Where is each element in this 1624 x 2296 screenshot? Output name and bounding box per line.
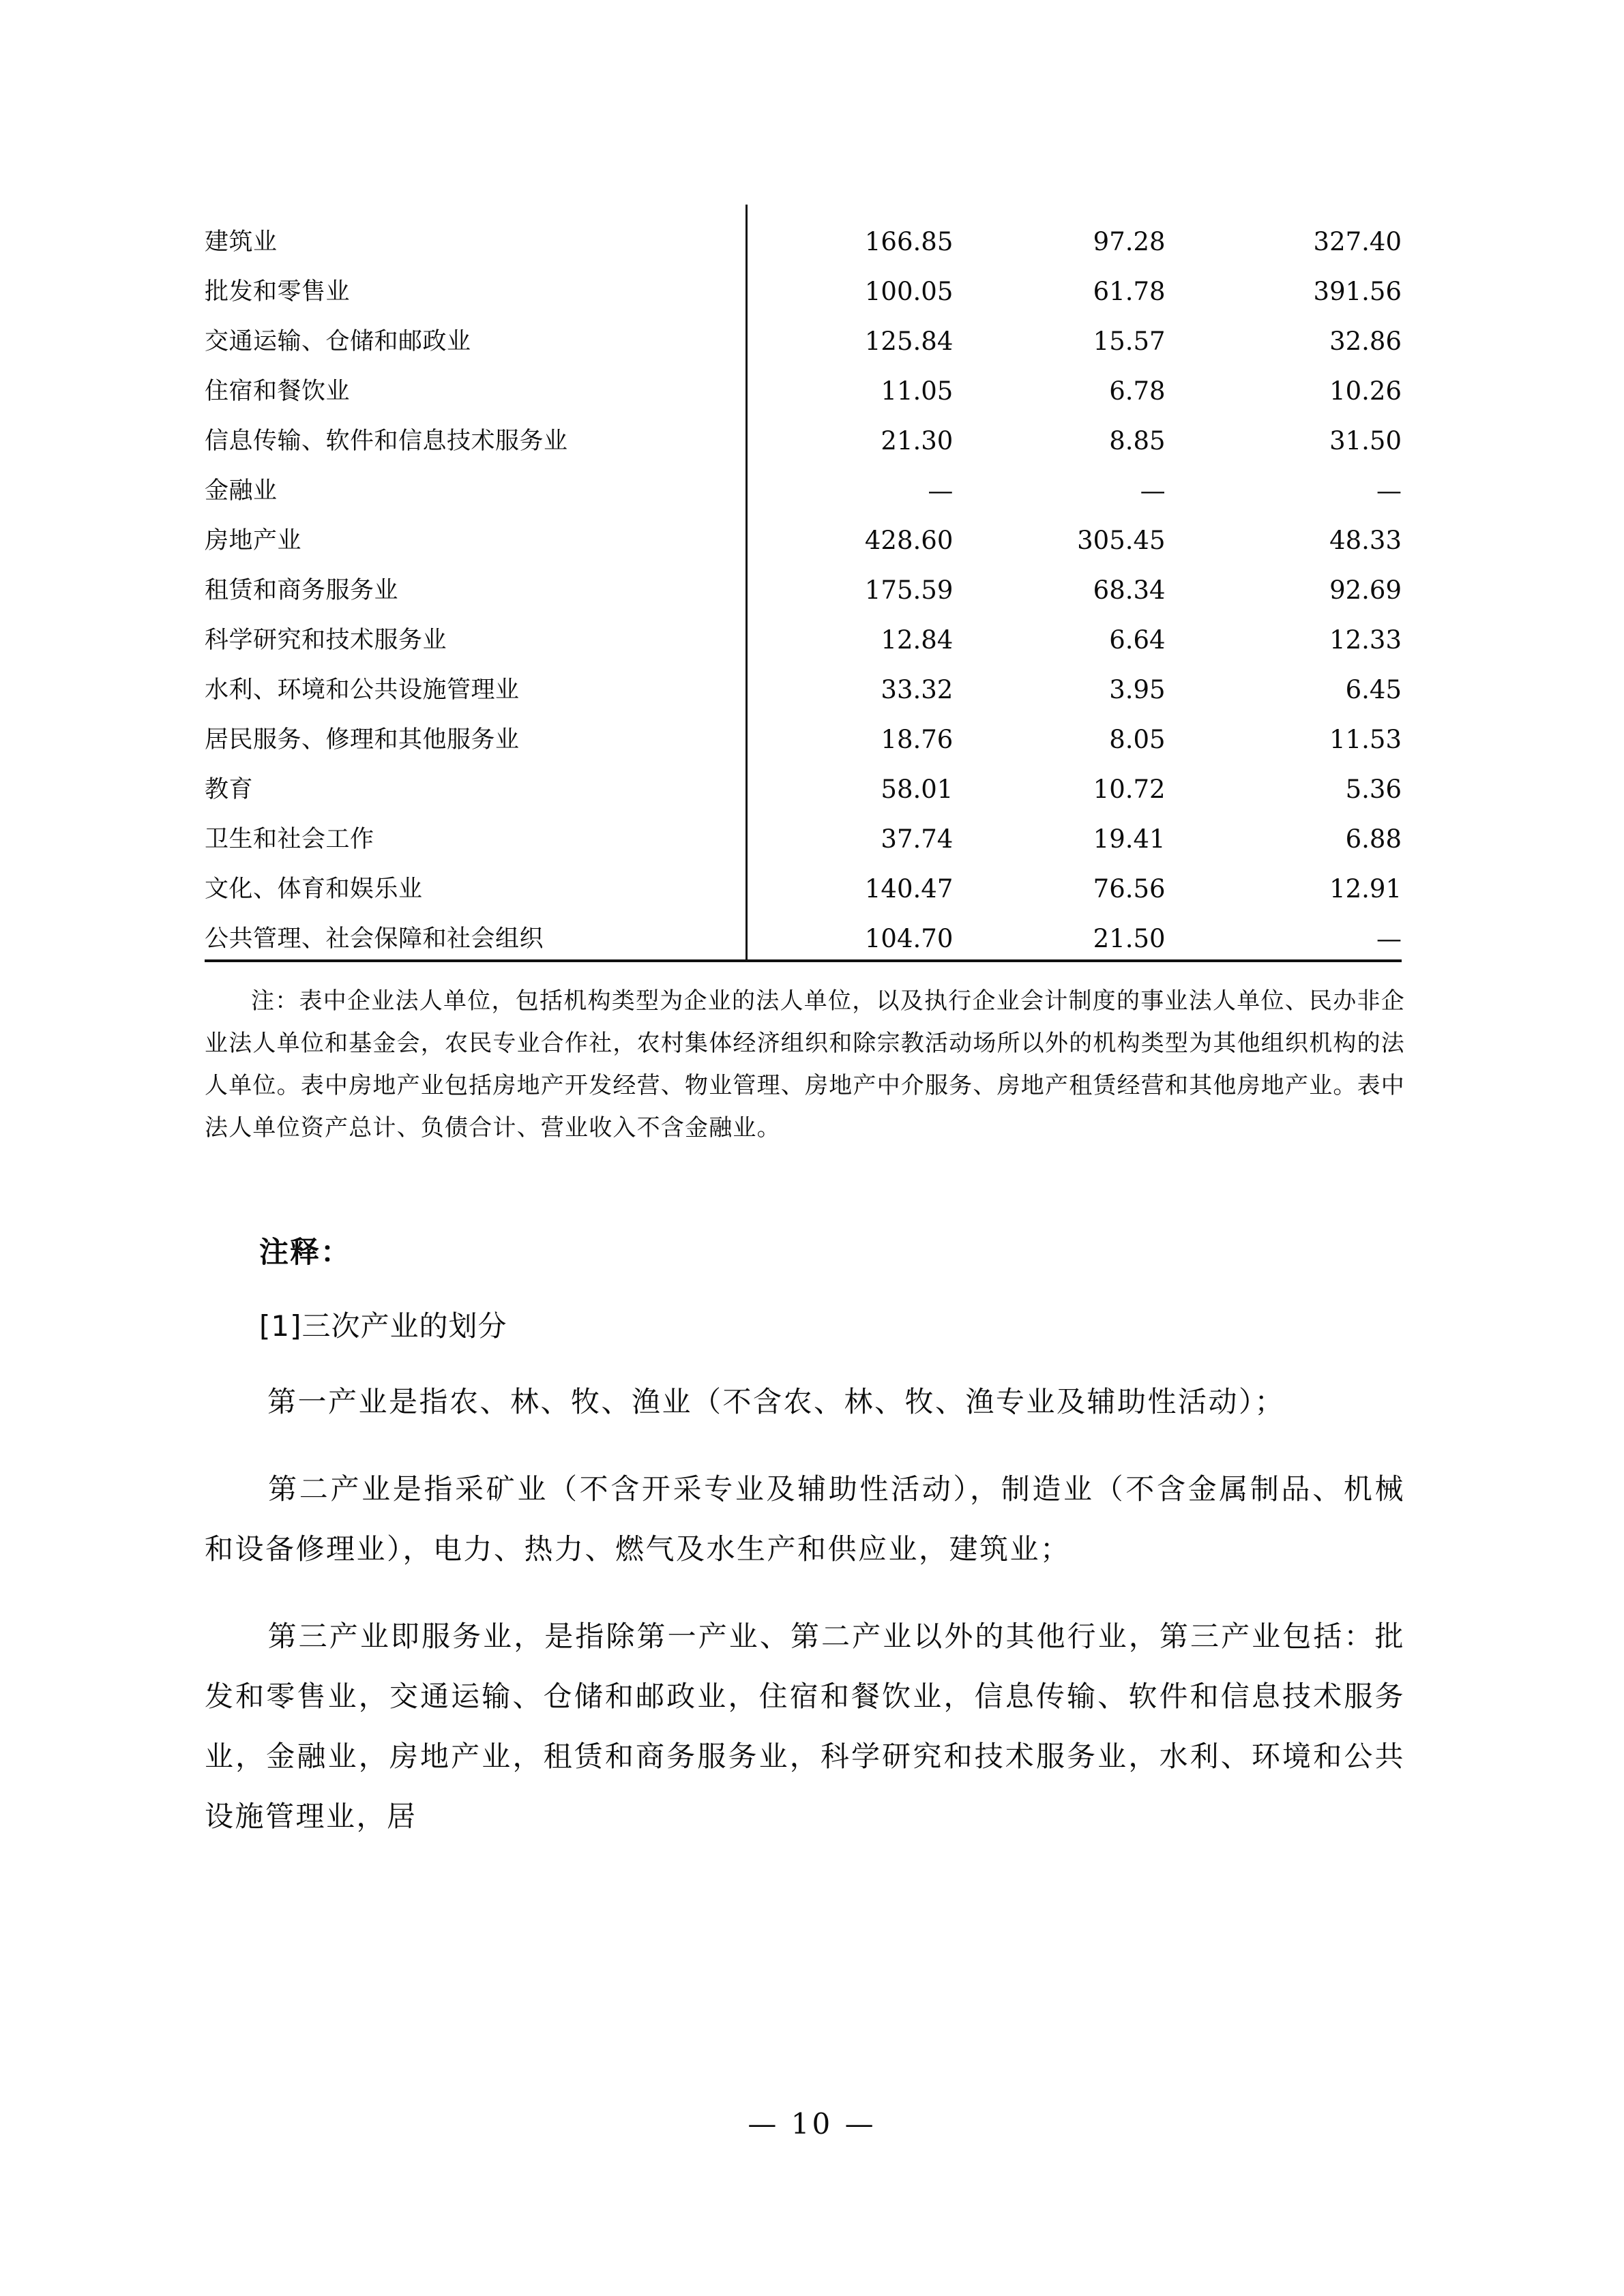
table-row: [205, 553, 1402, 603]
row-value-assets: 58.01: [881, 775, 954, 804]
page-content: [205, 205, 1426, 1847]
annotation-paragraph-secondary: [205, 1459, 1405, 1579]
table-row: [205, 653, 1402, 702]
note-text: 注：表中企业法人单位，包括机构类型为企业的法人单位，以及执行企业会计制度的事业法人单位、民办非企业法人单位和基金会，农民专业合作社，农村集体经济组织和除宗教活动场所以外的机构类型为其他组织机构的法人单位。表中房地产业包括房地产开发经营、物业管理、房地产中介服务、房地产租赁经营和其他房地产业。表中法人单位资产总计、负债合计、营业收入不含金融业。: [205, 987, 1405, 1142]
row-label: 居民服务、修理和其他服务业: [205, 702, 747, 752]
row-label: 住宿和餐饮业: [205, 354, 747, 404]
row-value-liabilities: 21.50: [1093, 924, 1166, 953]
table-row: [205, 702, 1402, 752]
row-value-assets: 11.05: [881, 376, 954, 406]
paragraph-text: 第一产业是指农、林、牧、渔业（不含农、林、牧、渔专业及辅助性活动）；: [267, 1385, 1286, 1418]
row-label: 信息传输、软件和信息技术服务业: [205, 404, 747, 453]
annotations-heading: 注释：: [259, 1236, 351, 1270]
row-value-liabilities: 15.57: [1093, 327, 1166, 356]
row-value-liabilities: 76.56: [1093, 874, 1166, 904]
row-value-liabilities: 10.72: [1093, 775, 1166, 804]
table-bottom-rule: [205, 959, 1402, 962]
row-label: 卫生和社会工作: [205, 802, 747, 852]
row-value-assets: 140.47: [864, 874, 954, 904]
table-row: [205, 901, 1402, 959]
page-number: — 10 —: [748, 2107, 876, 2141]
row-value-revenue: 6.88: [1345, 824, 1402, 854]
row-value-assets: 37.74: [881, 824, 954, 854]
table-row: [205, 354, 1402, 404]
annotation-item-title: [1]三次产业的划分: [259, 1309, 507, 1343]
row-value-assets: 175.59: [864, 576, 954, 605]
table-row: [205, 453, 1402, 503]
row-label: 交通运输、仓储和邮政业: [205, 304, 747, 354]
row-value-liabilities: 97.28: [1093, 227, 1166, 256]
row-label: 公共管理、社会保障和社会组织: [205, 901, 747, 959]
row-value-revenue: 31.50: [1329, 426, 1402, 456]
row-label: 房地产业: [205, 503, 747, 553]
row-label: 建筑业: [205, 205, 747, 254]
row-value-liabilities: 8.85: [1109, 426, 1166, 456]
row-value-liabilities: 305.45: [1077, 526, 1166, 555]
row-value-assets: —: [928, 476, 954, 505]
row-label: 文化、体育和娱乐业: [205, 852, 747, 901]
row-value-assets: 12.84: [881, 625, 954, 655]
row-value-liabilities: 8.05: [1109, 725, 1166, 754]
row-value-revenue: 48.33: [1329, 526, 1402, 555]
table-row: [205, 254, 1402, 304]
row-value-assets: 428.60: [864, 526, 954, 555]
row-label: 教育: [205, 752, 747, 802]
row-value-liabilities: 6.78: [1109, 376, 1166, 406]
page-footer: [0, 2107, 1624, 2141]
row-value-revenue: 5.36: [1345, 775, 1402, 804]
row-value-revenue: 327.40: [1313, 227, 1402, 256]
table-row: [205, 503, 1402, 553]
paragraph-text: 第三产业即服务业，是指除第一产业、第二产业以外的其他行业，第三产业包括：批发和零售业，交通运输、仓储和邮政业，住宿和餐饮业，信息传输、软件和信息技术服务业，金融业，房地产业，租赁和商务服务业，科学研究和技术服务业，水利、环境和公共设施管理业，居: [205, 1620, 1405, 1833]
row-value-assets: 125.84: [864, 327, 954, 356]
row-label: 水利、环境和公共设施管理业: [205, 653, 747, 702]
row-value-assets: 33.32: [881, 675, 954, 704]
row-value-revenue: 32.86: [1329, 327, 1402, 356]
row-value-revenue: 10.26: [1329, 376, 1402, 406]
row-value-assets: 18.76: [881, 725, 954, 754]
table-note: [205, 980, 1405, 1149]
table-row: [205, 603, 1402, 653]
row-value-revenue: 11.53: [1329, 725, 1402, 754]
table-row: [205, 802, 1402, 852]
table-body: [205, 205, 1402, 959]
row-value-liabilities: 68.34: [1093, 576, 1166, 605]
table-row: [205, 304, 1402, 354]
row-value-assets: 166.85: [864, 227, 954, 256]
row-value-revenue: 92.69: [1329, 576, 1402, 605]
row-label: 科学研究和技术服务业: [205, 603, 747, 653]
row-value-revenue: —: [1376, 924, 1402, 953]
table-row: [205, 752, 1402, 802]
row-label: 批发和零售业: [205, 254, 747, 304]
row-label: 租赁和商务服务业: [205, 553, 747, 603]
row-label: 金融业: [205, 453, 747, 503]
row-value-revenue: 12.91: [1329, 874, 1402, 904]
annotation-paragraph-tertiary: [205, 1607, 1405, 1847]
row-value-liabilities: 19.41: [1093, 824, 1166, 854]
row-value-revenue: 6.45: [1345, 675, 1402, 704]
annotation-paragraph-primary: [205, 1372, 1405, 1432]
paragraph-text: 第二产业是指采矿业（不含开采专业及辅助性活动），制造业（不含金属制品、机械和设备修理业），电力、热力、燃气及水生产和供应业，建筑业；: [205, 1472, 1405, 1566]
table-row: [205, 205, 1402, 254]
row-value-liabilities: 61.78: [1093, 277, 1166, 306]
row-value-revenue: —: [1376, 476, 1402, 505]
table-row: [205, 852, 1402, 901]
row-value-revenue: 391.56: [1313, 277, 1402, 306]
row-value-assets: 104.70: [864, 924, 954, 953]
row-value-liabilities: 6.64: [1109, 625, 1166, 655]
row-value-assets: 21.30: [881, 426, 954, 456]
row-value-liabilities: —: [1140, 476, 1166, 505]
row-value-assets: 100.05: [864, 277, 954, 306]
row-value-revenue: 12.33: [1329, 625, 1402, 655]
table-row: [205, 404, 1402, 453]
industry-statistics-table: [205, 205, 1402, 959]
row-value-liabilities: 3.95: [1109, 675, 1166, 704]
